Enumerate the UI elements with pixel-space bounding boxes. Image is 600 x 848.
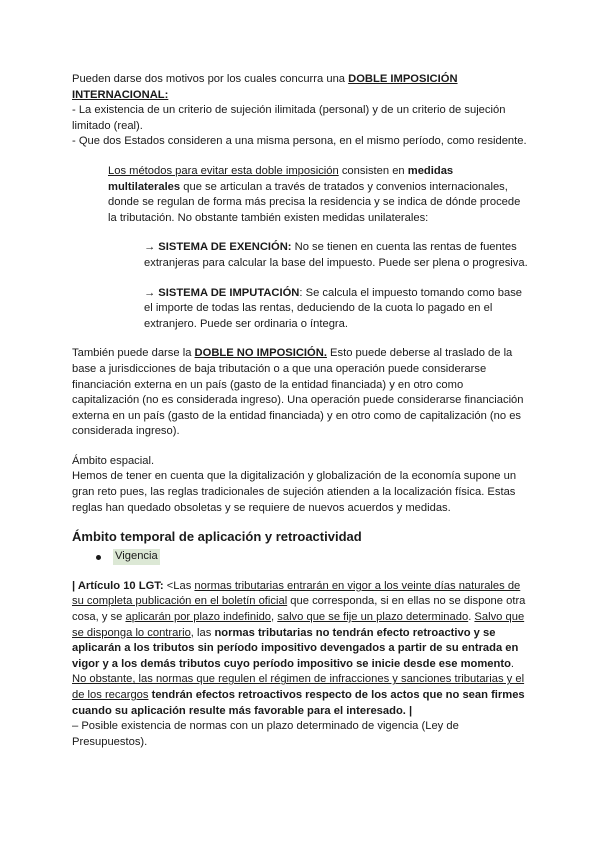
bullet-label-vigencia: Vigencia bbox=[113, 549, 160, 565]
bullet-item bbox=[96, 549, 530, 565]
ambito-espacial-text: Hemos de tener en cuenta que la digitalización y globalización de la economía supone un gran reto pues, las reglas tradicionales de sujeción atienden a la localización física. Estas reglas han quedado obsoletas y se requiere de nuevos acuerdos y medidas. bbox=[72, 470, 517, 514]
term-doble-no-imposicion: DOBLE NO IMPOSICIÓN. bbox=[194, 347, 327, 360]
exencion-title: SISTEMA DE EXENCIÓN: bbox=[158, 241, 292, 254]
paragraph-doble-imposicion bbox=[72, 72, 530, 103]
term-doble-imposicion: DOBLE IMPOSICIÓN INTERNACIONAL: bbox=[72, 73, 458, 101]
paragraph-no-imposicion bbox=[72, 346, 530, 440]
imputacion-text: : Se calcula el impuesto tomando como base el importe de todas las rentas, deduciendo de la cuota lo pagado en el extranjero. Puede ser ordinaria o íntegra. bbox=[144, 286, 523, 330]
metodos-lead: Los métodos para evitar esta doble imposición bbox=[108, 164, 339, 177]
art-underlined: aplicarán por plazo indefinido bbox=[125, 611, 272, 624]
bullet-dot-icon bbox=[96, 555, 101, 560]
metodos-rest: consisten en bbox=[338, 164, 408, 177]
exencion-text: No se tienen en cuenta las rentas de fuentes extranjeras para calcular la base del impuesto. Puede ser plena o progresiva. bbox=[144, 241, 528, 269]
section-heading: Ámbito temporal de aplicación y retroactividad bbox=[72, 529, 362, 545]
bar-close: | bbox=[405, 704, 413, 717]
art-underlined: Salvo que se disponga lo contrario bbox=[72, 611, 525, 639]
document-page bbox=[72, 72, 530, 750]
art-underlined: salvo que se fije un plazo determinado bbox=[277, 611, 469, 624]
arrow-icon: → bbox=[144, 286, 156, 299]
art-underlined: No obstante, las normas que regulen el régimen de infracciones y sanciones tributarias y el de los recargos bbox=[72, 673, 525, 701]
art-underlined: normas tributarias entrarán en vigor a los veinte días naturales de su completa publicación en el boletín oficial bbox=[72, 579, 521, 608]
arrow-icon: → bbox=[144, 241, 156, 254]
paragraph-imputacion bbox=[144, 286, 528, 333]
articulo-label: Artículo 10 LGT: bbox=[77, 579, 164, 592]
art-bold: normas tributarias no tendrán efecto retroactivo y se aplicarán a los tributos sin período impositivo devengados a partir de su entrada en vigor y a los demás tributos cuyo período impositivo se inicie desde ese momento bbox=[72, 626, 519, 670]
paragraph-articulo-10 bbox=[72, 579, 530, 719]
art-text: . bbox=[510, 657, 515, 670]
list-item-1: - La existencia de un criterio de sujeción ilimitada (personal) y de un criterio de sujeción limitado (real). bbox=[72, 104, 506, 132]
art-text: , bbox=[271, 611, 278, 624]
medidas-multilaterales: medidas multilaterales bbox=[108, 164, 454, 193]
intro-text: Pueden darse dos motivos por los cuales concurra una bbox=[72, 73, 349, 85]
metodos-body: que se articulan a través de tratados y convenios internacionales, donde se regulan de forma más precisa la residencia y se indica de dónde procede la tributación. No obstante también existen medidas unilaterales: bbox=[108, 180, 521, 224]
paragraph-exencion bbox=[144, 240, 528, 271]
art-text: <Las bbox=[163, 579, 195, 592]
bar-open: | bbox=[72, 579, 78, 592]
no-imposicion-text: Esto puede deberse al traslado de la base a jurisdicciones de baja tributación o a que una operación puede considerarse financiación externa en un país (gasto de la entidad financiada) y en otro como capitalización (no es considerada ingreso). Una operación puede considerarse financiación externa en un país (gasto de la entidad financiada) y en otro como de capitalización (no es considerada ingreso). bbox=[72, 347, 524, 438]
paragraph-metodos bbox=[108, 164, 528, 226]
art-text: . bbox=[468, 611, 475, 624]
ambito-espacial-title: Ámbito espacial. bbox=[72, 454, 155, 467]
imputacion-title: SISTEMA DE IMPUTACIÓN bbox=[158, 286, 300, 299]
no-imposicion-intro: También puede darse la bbox=[72, 347, 195, 360]
list-item-2: - Que dos Estados consideren a una misma persona, en el mismo período, como residente. bbox=[72, 135, 527, 148]
final-note: – Posible existencia de normas con un plazo determinado de vigencia (Ley de Presupuestos). bbox=[72, 720, 459, 748]
art-text: que corresponda, si en ellas no se dispone otra cosa, y se bbox=[72, 595, 526, 624]
art-text: , las bbox=[190, 626, 215, 639]
art-bold: tendrán efectos retroactivos respecto de los actos que no sean firmes cuando su aplicación resulte más favorable para el interesado. bbox=[72, 689, 525, 717]
